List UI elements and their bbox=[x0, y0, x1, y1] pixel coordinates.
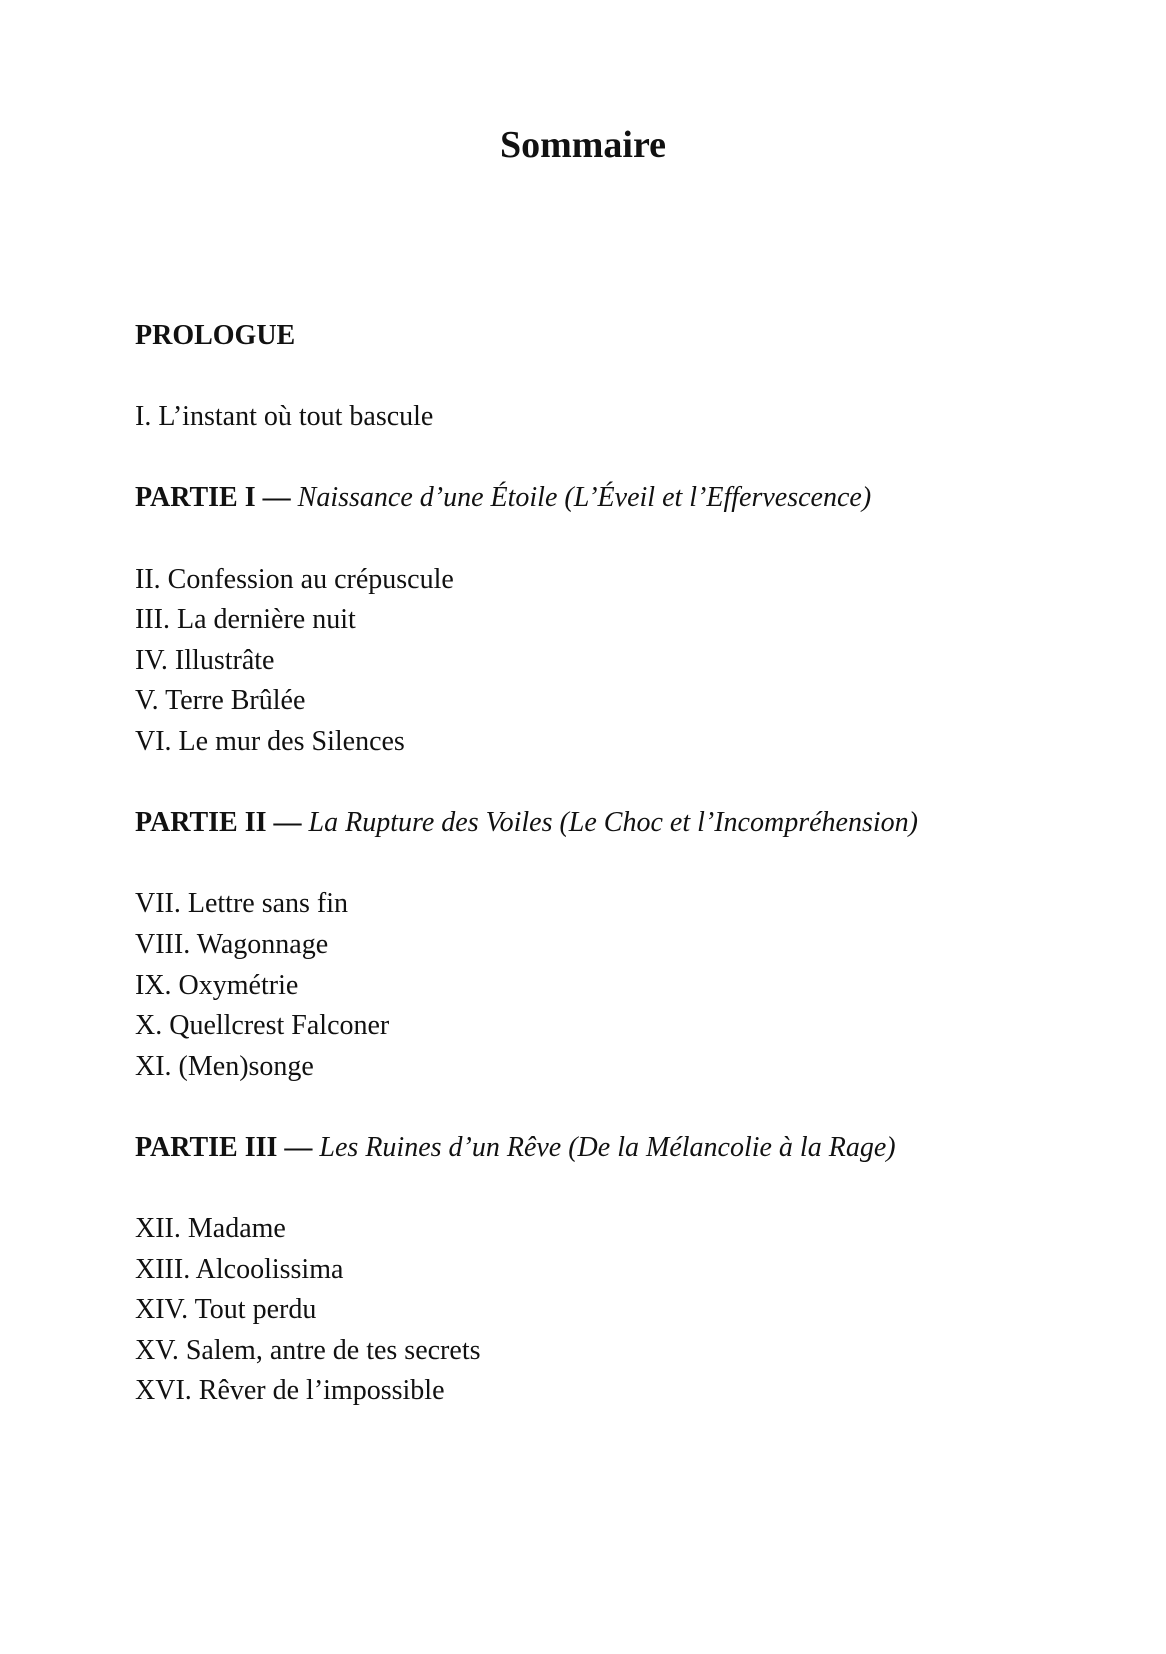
chapter-3: III. La dernière nuit bbox=[135, 604, 356, 636]
chapter-11: XI. (Men)songe bbox=[135, 1050, 314, 1082]
chapter-10: X. Quellcrest Falconer bbox=[135, 1010, 390, 1042]
part-1-heading bbox=[135, 478, 1095, 519]
page-title: Sommaire bbox=[499, 124, 667, 166]
part-2-heading bbox=[135, 803, 1095, 844]
chapter-9: IX. Oxymétrie bbox=[135, 969, 299, 1001]
chapter-1: I. L’instant où tout bascule bbox=[135, 401, 434, 433]
part-2-subtitle: La Rupture des Voiles (Le Choc et l’Incompréhension) bbox=[308, 807, 918, 839]
chapter-12: XII. Madame bbox=[135, 1213, 286, 1245]
chapter-4: IV. Illustrâte bbox=[135, 644, 275, 676]
part-2-label: PARTIE II — bbox=[135, 807, 302, 839]
chapter-7: VII. Lettre sans fin bbox=[135, 888, 349, 920]
chapter-13: XIII. Alcoolissima bbox=[135, 1253, 344, 1285]
prologue-heading: PROLOGUE bbox=[135, 320, 296, 351]
chapter-6: VI. Le mur des Silences bbox=[135, 725, 405, 757]
chapter-14: XIV. Tout perdu bbox=[135, 1294, 317, 1326]
part-1-subtitle: Naissance d’une Étoile (L’Éveil et l’Effervescence) bbox=[297, 482, 872, 514]
part-3-subtitle: Les Ruines d’un Rêve (De la Mélancolie à la Rage) bbox=[319, 1131, 896, 1163]
chapter-2: II. Confession au crépuscule bbox=[135, 563, 454, 595]
part-3-label: PARTIE III — bbox=[135, 1131, 313, 1163]
part-3-heading bbox=[135, 1128, 1095, 1169]
chapter-5: V. Terre Brûlée bbox=[135, 685, 306, 717]
table-of-contents bbox=[135, 316, 1095, 1412]
chapter-16: XVI. Rêver de l’impossible bbox=[135, 1375, 445, 1407]
chapter-15: XV. Salem, antre de tes secrets bbox=[135, 1334, 481, 1366]
chapter-8: VIII. Wagonnage bbox=[135, 928, 329, 960]
part-1-label: PARTIE I — bbox=[135, 482, 291, 514]
